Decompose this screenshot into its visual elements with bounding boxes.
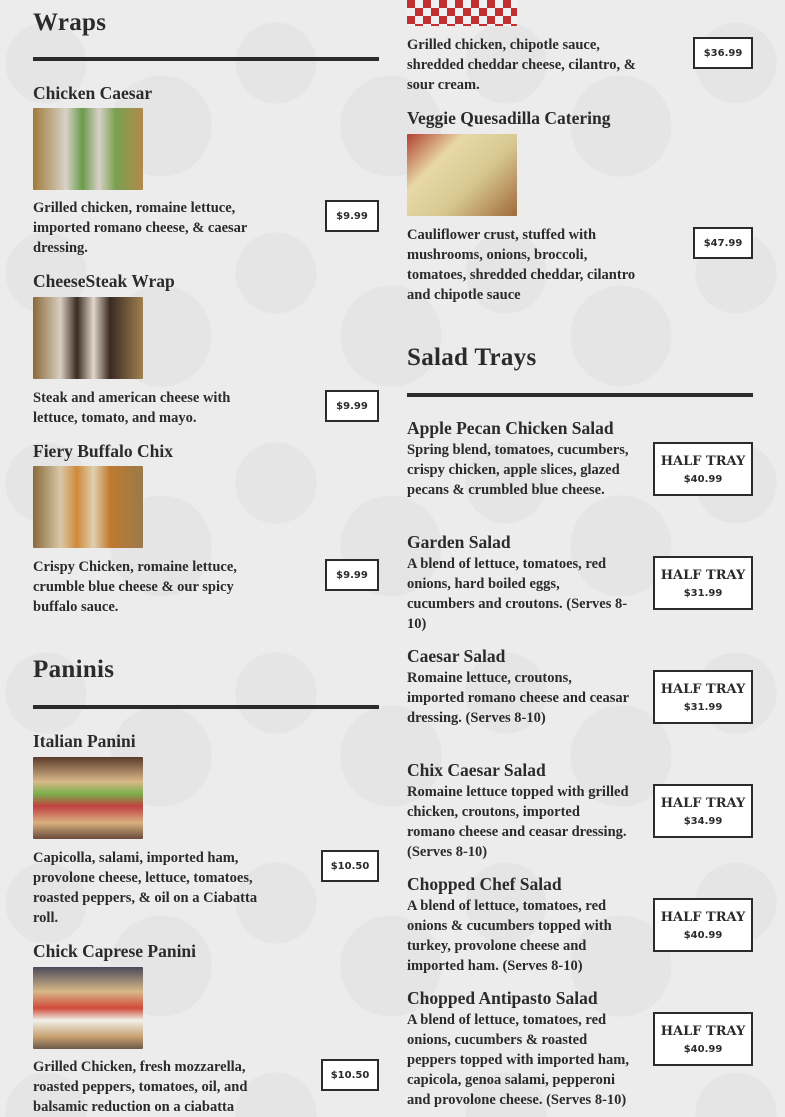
price-value: $10.50 [330, 1069, 370, 1081]
price-button[interactable] [321, 850, 379, 882]
price-value: $31.99 [683, 701, 723, 713]
half-tray-price-button[interactable] [653, 898, 753, 952]
item-title: Garden Salad [407, 532, 511, 552]
section-divider [33, 705, 379, 709]
section-heading: Wraps [33, 9, 107, 36]
item-description: Grilled Chicken, fresh mozzarella, roasted peppers, tomatoes, oil, and balsamic reduction on a ciabatta [33, 1059, 248, 1115]
half-tray-price-button[interactable] [653, 556, 753, 610]
price-value: $9.99 [336, 210, 368, 222]
item-photo[interactable] [33, 108, 143, 190]
item-description: A blend of lettuce, tomatoes, red onions & cucumbers topped with turkey, provolone cheese and imported ham. (Serves 8-10) [407, 898, 612, 974]
item-title: Chicken Caesar [33, 83, 153, 103]
item-description: Romaine lettuce topped with grilled chicken, croutons, imported romano cheese and ceasar dressing. (Serves 8-10) [407, 784, 629, 860]
price-button[interactable] [325, 559, 379, 591]
price-button[interactable] [693, 37, 753, 69]
price-value: $9.99 [336, 569, 368, 581]
item-title: Fiery Buffalo Chix [33, 441, 173, 461]
half-tray-price-button[interactable] [653, 442, 753, 496]
item-title: Caesar Salad [407, 646, 506, 666]
price-value: $31.99 [683, 587, 723, 599]
tray-size-label: HALF TRAY [660, 909, 746, 925]
item-description: Capicolla, salami, imported ham, provolone cheese, lettuce, tomatoes, roasted peppers, & oil on a Ciabatta roll. [33, 850, 258, 926]
tray-size-label: HALF TRAY [660, 681, 746, 697]
item-title: Veggie Quesadilla Catering [407, 108, 611, 128]
price-value: $47.99 [703, 237, 743, 249]
price-button[interactable] [321, 1059, 379, 1091]
item-photo[interactable] [33, 466, 143, 548]
item-description: Grilled chicken, romaine lettuce, imported romano cheese, & caesar dressing. [33, 200, 248, 256]
item-photo[interactable] [407, 134, 517, 216]
price-button[interactable] [325, 390, 379, 422]
half-tray-price-button[interactable] [653, 670, 753, 724]
price-value: $40.99 [683, 473, 723, 485]
tray-size-label: HALF TRAY [660, 567, 746, 583]
price-button[interactable] [693, 227, 753, 259]
tray-size-label: HALF TRAY [660, 795, 746, 811]
section-heading: Salad Trays [407, 344, 537, 371]
section-heading: Paninis [33, 656, 115, 683]
item-photo[interactable] [407, 0, 517, 26]
item-title: Chick Caprese Panini [33, 941, 197, 961]
section-divider [407, 393, 753, 397]
section-divider [33, 57, 379, 61]
price-value: $40.99 [683, 929, 723, 941]
tray-size-label: HALF TRAY [660, 453, 746, 469]
item-title: Apple Pecan Chicken Salad [407, 418, 614, 438]
half-tray-price-button[interactable] [653, 1012, 753, 1066]
item-title: Italian Panini [33, 731, 136, 751]
item-photo[interactable] [33, 297, 143, 379]
tray-size-label: HALF TRAY [660, 1023, 746, 1039]
price-value: $36.99 [703, 47, 743, 59]
item-title: Chix Caesar Salad [407, 760, 546, 780]
item-description: A blend of lettuce, tomatoes, red onions, hard boiled eggs, cucumbers and croutons. (Serves 8-10) [407, 556, 628, 632]
item-photo[interactable] [33, 967, 143, 1049]
item-title: CheeseSteak Wrap [33, 271, 175, 291]
half-tray-price-button[interactable] [653, 784, 753, 838]
price-value: $10.50 [330, 860, 370, 872]
item-description: Spring blend, tomatoes, cucumbers, crispy chicken, apple slices, glazed pecans & crumbled blue cheese. [407, 442, 629, 498]
item-description: Romaine lettuce, croutons, imported romano cheese and ceasar dressing. (Serves 8-10) [407, 670, 629, 726]
item-photo[interactable] [33, 757, 143, 839]
item-description: Crispy Chicken, romaine lettuce, crumble blue cheese & our spicy buffalo sauce. [33, 559, 237, 615]
item-title: Chopped Chef Salad [407, 874, 562, 894]
item-description: Grilled chicken, chipotle sauce, shredded cheddar cheese, cilantro, & sour cream. [407, 37, 636, 93]
item-description: Steak and american cheese with lettuce, tomato, and mayo. [33, 390, 231, 426]
price-value: $9.99 [336, 400, 368, 412]
item-description: A blend of lettuce, tomatoes, red onions, cucumbers & roasted peppers topped with imported ham, capicola, genoa salami, pepperoni and provolone cheese. (Serves 8-10) [407, 1012, 629, 1108]
price-button[interactable] [325, 200, 379, 232]
price-value: $40.99 [683, 1043, 723, 1055]
price-value: $34.99 [683, 815, 723, 827]
item-title: Chopped Antipasto Salad [407, 988, 598, 1008]
item-description: Cauliflower crust, stuffed with mushrooms, onions, broccoli, tomatoes, shredded cheddar, cilantro and chipotle sauce [407, 227, 636, 303]
